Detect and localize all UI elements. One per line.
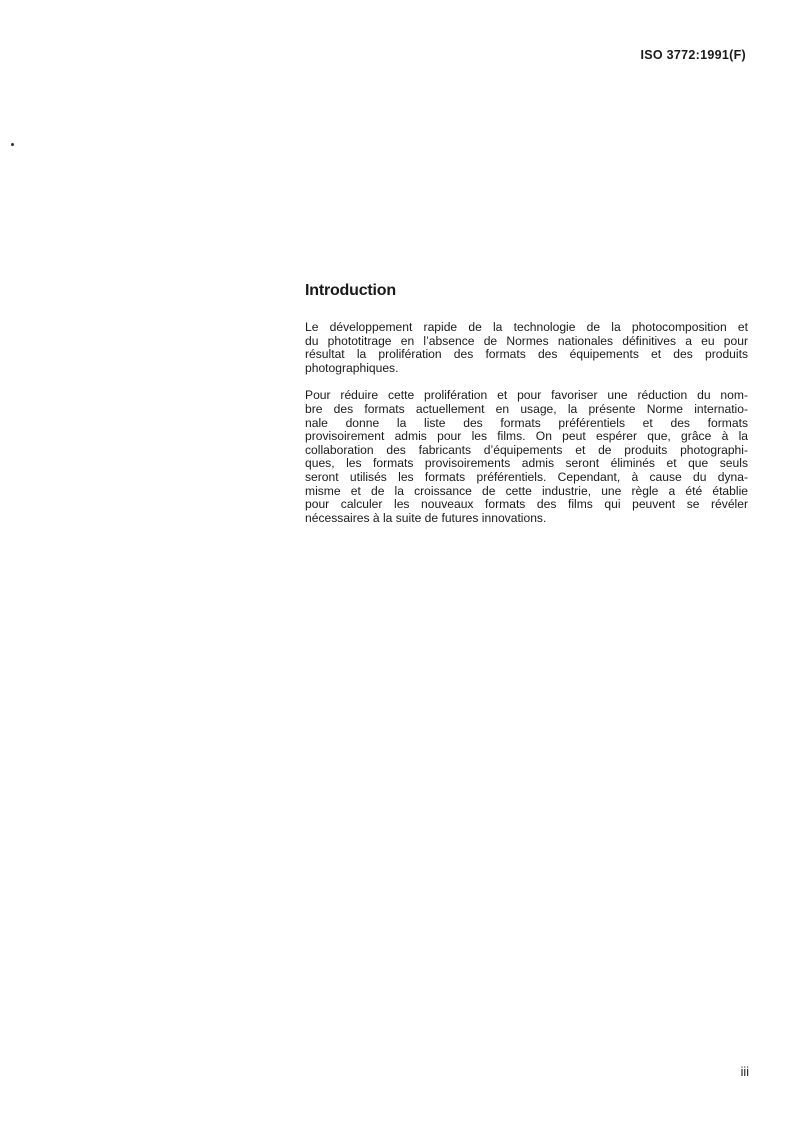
paragraph-line: nale donne la liste des formats préférentiels et des formats <box>305 415 748 430</box>
paragraph-line: ques, les formats provisoirements admis seront éliminés et que seuls <box>305 456 748 471</box>
document-reference: ISO 3772:1991(F) <box>640 48 746 62</box>
paragraph-line: du phototitrage en l’absence de Normes nationales définitives a eu pour <box>305 333 748 348</box>
paragraph-line: Le développement rapide de la technologie de la photocomposition et <box>305 320 748 334</box>
margin-mark <box>11 143 14 146</box>
paragraph-line: résultat la prolifération des formats des équipements et des produits <box>305 347 748 362</box>
page-number: iii <box>740 1065 749 1079</box>
paragraph-line: seront utilisés les formats préférentiels. Cependant, à cause du dyna- <box>305 469 748 484</box>
paragraph-line: Pour réduire cette prolifération et pour favoriser une réduction du nom- <box>305 388 748 403</box>
paragraph-line: bre des formats actuellement en usage, la présente Norme internatio- <box>305 401 748 416</box>
paragraph-line: nécessaires à la suite de futures innovations. <box>305 510 547 525</box>
paragraph-line: pour calculer les nouveaux formats des films qui peuvent se révéler <box>305 497 748 512</box>
paragraph-1 <box>305 321 748 375</box>
introduction-section <box>305 282 748 539</box>
paragraph-line: photographiques. <box>305 360 399 375</box>
paragraph-line: provisoirement admis pour les films. On peut espérer que, grâce à la <box>305 429 748 444</box>
paragraph-line: misme et de la croissance de cette industrie, une règle a été établie <box>305 483 748 498</box>
paragraph-line: collaboration des fabricants d’équipements et de produits photographi- <box>305 442 748 457</box>
section-title: Introduction <box>305 282 396 299</box>
paragraph-2 <box>305 389 748 525</box>
